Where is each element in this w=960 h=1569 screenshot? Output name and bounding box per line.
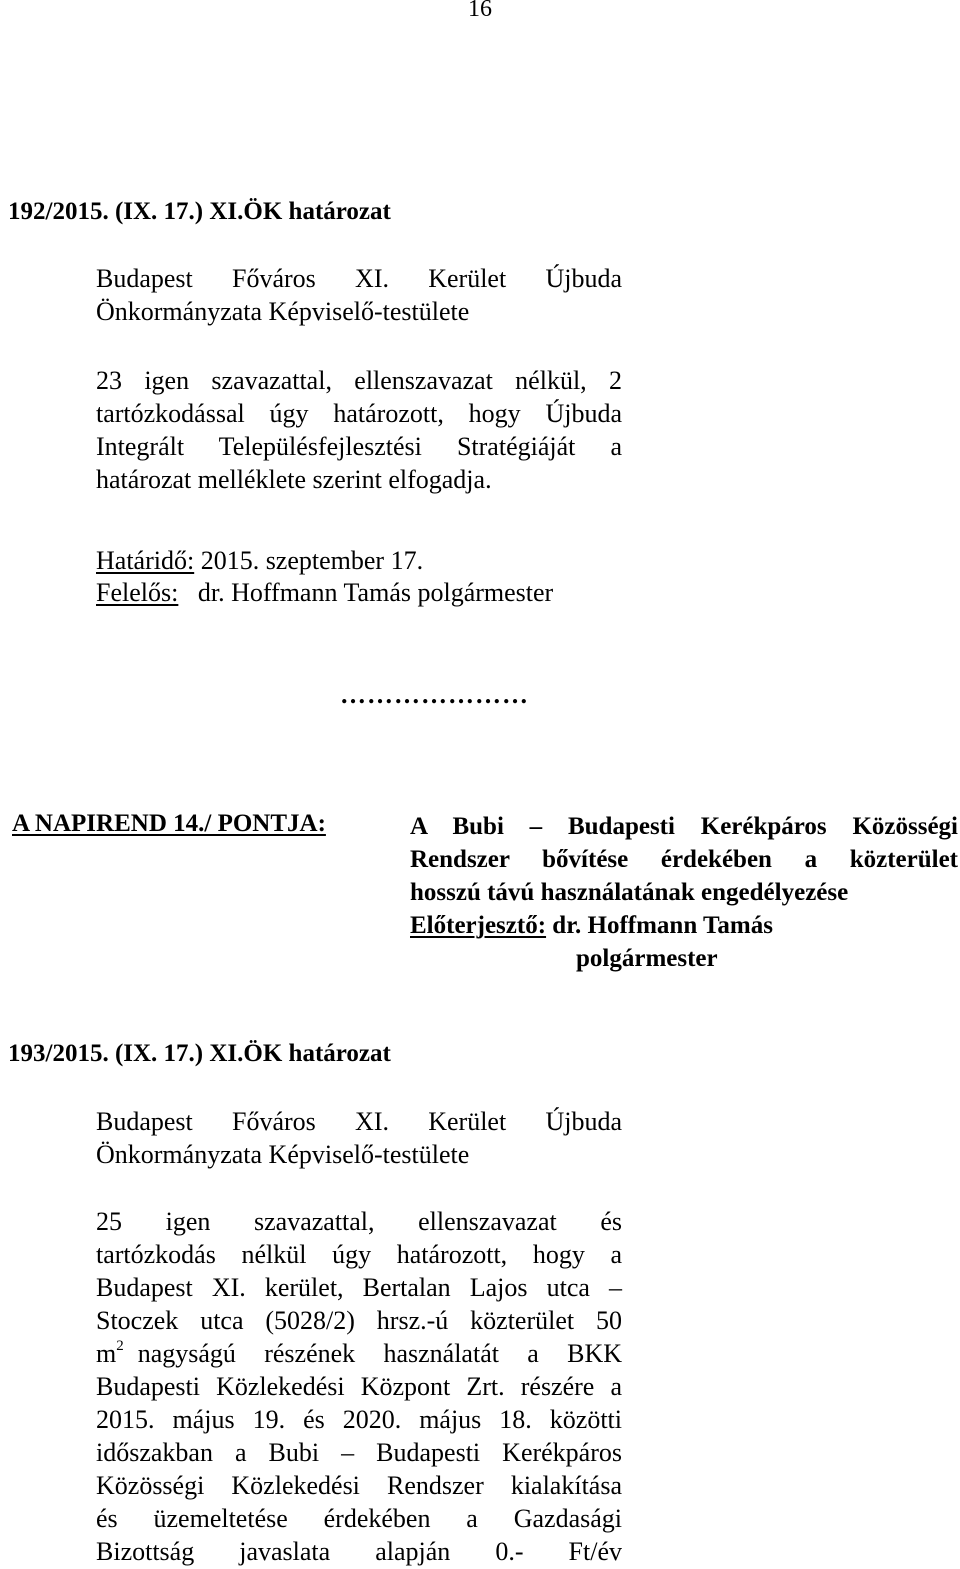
resolution-text-line: tartózkodással úgy határozott, hogy Újbuda	[96, 399, 622, 428]
area-text: nagyságú részének használatát a BKK	[137, 1339, 622, 1368]
page-number: 16	[468, 0, 492, 22]
resolution-text-line: Bizottság javaslata alapján 0.- Ft/év	[96, 1537, 622, 1566]
resolution-text-line: Közösségi Közlekedési Rendszer kialakítása	[96, 1471, 622, 1500]
section-separator: …………………	[340, 680, 529, 709]
resolution-text-line: Budapesti Közlekedési Központ Zrt. részére a	[96, 1372, 622, 1401]
presenter-value: dr. Hoffmann Tamás	[546, 912, 773, 939]
presenter-label: Előterjesztő:	[410, 912, 547, 939]
responsible-line	[96, 576, 553, 609]
resolution-text-line: és üzemeltetése érdekében a Gazdasági	[96, 1504, 622, 1533]
council-line: Önkormányzata Képviselő-testülete	[96, 1140, 470, 1169]
responsible-label: Felelős:	[96, 578, 179, 607]
area-unit: $m^2$	[96, 1338, 124, 1368]
council-line: Önkormányzata Képviselő-testülete	[96, 297, 470, 326]
presenter-line	[410, 909, 773, 942]
deadline-label: Határidő:	[96, 546, 195, 575]
council-line: Budapest Főváros XI. Kerület Újbuda	[96, 1107, 622, 1136]
resolution-text-line	[96, 1337, 622, 1370]
responsible-value: dr. Hoffmann Tamás polgármester	[178, 578, 554, 607]
resolution-text-line: Integrált Településfejlesztési Stratégiáját a	[96, 432, 622, 461]
agenda-title-line: Rendszer bővítése érdekében a közterület	[410, 846, 958, 873]
presenter-role: polgármester	[576, 945, 718, 972]
deadline-line	[96, 544, 423, 577]
agenda-label-text: A NAPIREND 14./ PONTJA:	[12, 810, 326, 837]
agenda-label	[12, 810, 326, 838]
square-superscript: 2	[116, 1338, 124, 1354]
agenda-title-line: hosszú távú használatának engedélyezése	[410, 879, 849, 906]
resolution-text-line: időszakban a Bubi – Budapesti Kerékpáros	[96, 1438, 622, 1467]
council-line: Budapest Főváros XI. Kerület Újbuda	[96, 264, 622, 293]
resolution-title: 193/2015. (IX. 17.) XI.ÖK határozat	[8, 1040, 391, 1067]
resolution-text-line: 2015. május 19. és 2020. május 18. közötti	[96, 1405, 622, 1434]
resolution-text-line: tartózkodás nélkül úgy határozott, hogy a	[96, 1240, 622, 1269]
resolution-text-line: határozat melléklete szerint elfogadja.	[96, 465, 492, 494]
agenda-title-line: A Bubi – Budapesti Kerékpáros Közösségi	[410, 813, 958, 840]
resolution-text-line: Stoczek utca (5028/2) hrsz.-ú közterület 50	[96, 1306, 622, 1335]
resolution-text-line: Budapest XI. kerület, Bertalan Lajos utca –	[96, 1273, 622, 1302]
resolution-text-line: 23 igen szavazattal, ellenszavazat nélkül, 2	[96, 366, 622, 395]
resolution-title: 192/2015. (IX. 17.) XI.ÖK határozat	[8, 198, 391, 225]
resolution-text-line: 25 igen szavazattal, ellenszavazat és	[96, 1207, 622, 1236]
deadline-value: 2015. szeptember 17.	[194, 546, 424, 575]
